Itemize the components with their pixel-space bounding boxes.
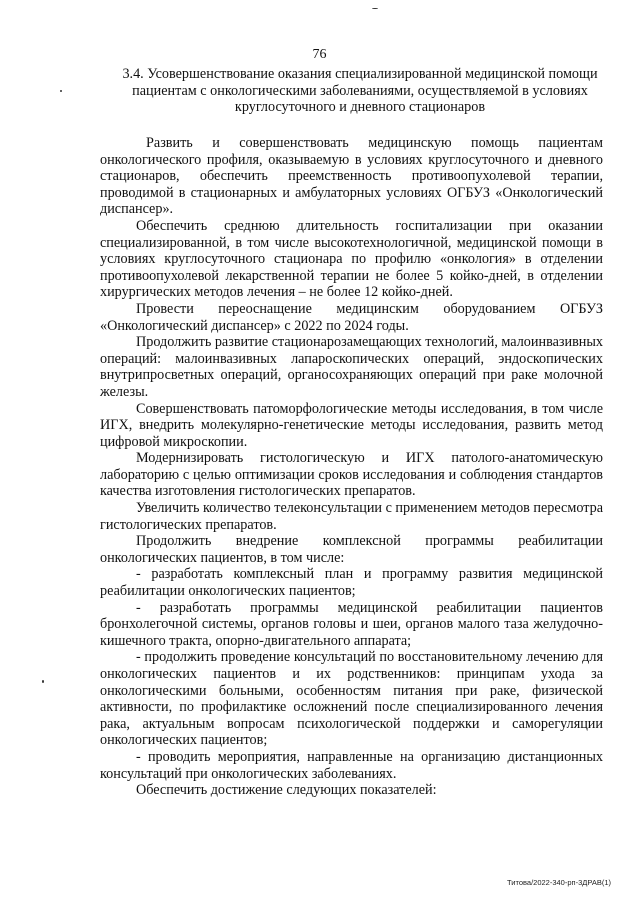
paragraph: Обеспечить достижение следующих показателей:: [136, 782, 437, 799]
scan-speck: [60, 90, 62, 92]
document-code: Титова/2022-340-рп-3ДРАВ(1): [507, 878, 611, 887]
paragraph: Обеспечить среднюю длительность госпитализации при оказании специализированной, в том числе высокотехнологичной, медицинской помощи в условиях круглосуточного стационара по профилю «онкология» в отделении противоопухолевой лекарственной терапии не более 5 койко-дней, в отделении хирургических методов лечения – не более 12 койко-дней.: [100, 217, 603, 301]
paragraph: Развить и совершенствовать медицинскую помощь пациентам онкологического профиля, оказываемую в условиях круглосуточного и дневного стационаров, обеспечить преемственность противоопухолевой терапии, проводимой в стационарных и амбулаторных условиях ОГБУЗ «Онкологический диспансер».: [100, 135, 603, 218]
document-body: [100, 135, 603, 799]
list-item: - проводить мероприятия, направленные на организацию дистанционных консультаций при онкологических заболеваниях.: [100, 748, 603, 782]
section-heading: 3.4. Усовершенствование оказания специализированной медицинской помощи пациентам с онкологическими заболеваниями, осуществляемой в условиях круглосуточного и дневного стационаров: [122, 66, 598, 115]
paragraph: Совершенствовать патоморфологические методы исследования, в том числе ИГХ, внедрить молекулярно-генетические методы исследования, развить метод цифровой микроскопии.: [100, 400, 603, 450]
paragraph: Увеличить количество телеконсультации с применением методов пересмотра гистологических препаратов.: [100, 500, 603, 533]
list-item: - разработать программы медицинской реабилитации пациентов бронхолегочной системы, органов головы и шеи, органов малого таза желудочно-кишечного тракта, опорно-двигательного аппарата;: [100, 599, 603, 649]
list-item: - продолжить проведение консультаций по восстановительному лечению для онкологических пациентов и их родственников: принципам ухода за онкологическими больными, особенностям питания при раке, физической активности, по профилактике осложнений после специализированного лечения рака, актуальным вопросам психологической поддержки и саморегуляции онкологических пациентов;: [100, 649, 603, 749]
list-item: - разработать комплексный план и программу развития медицинской реабилитации онкологических пациентов;: [100, 566, 603, 600]
scan-speck: [42, 680, 44, 683]
scan-speck: [372, 8, 378, 9]
paragraph: Провести переоснащение медицинским оборудованием ОГБУЗ «Онкологический диспансер» с 2022 по 2024 годы.: [100, 300, 603, 334]
paragraph: Продолжить развитие стационарозамещающих технологий, малоинвазивных операций: малоинвазивных лапароскопических операций, эндоскопических внутрипросветных операций, органосохраняющих операций при раке молочной железы.: [100, 334, 604, 400]
page-number: 76: [312, 47, 327, 62]
paragraph: Модернизировать гистологическую и ИГХ патолого-анатомическую лабораторию с целью оптимизации сроков исследования и соблюдения стандартов качества изготовления гистологических препаратов.: [100, 450, 603, 500]
paragraph: Продолжить внедрение комплексной программы реабилитации онкологических пациентов, в том числе:: [100, 533, 603, 566]
